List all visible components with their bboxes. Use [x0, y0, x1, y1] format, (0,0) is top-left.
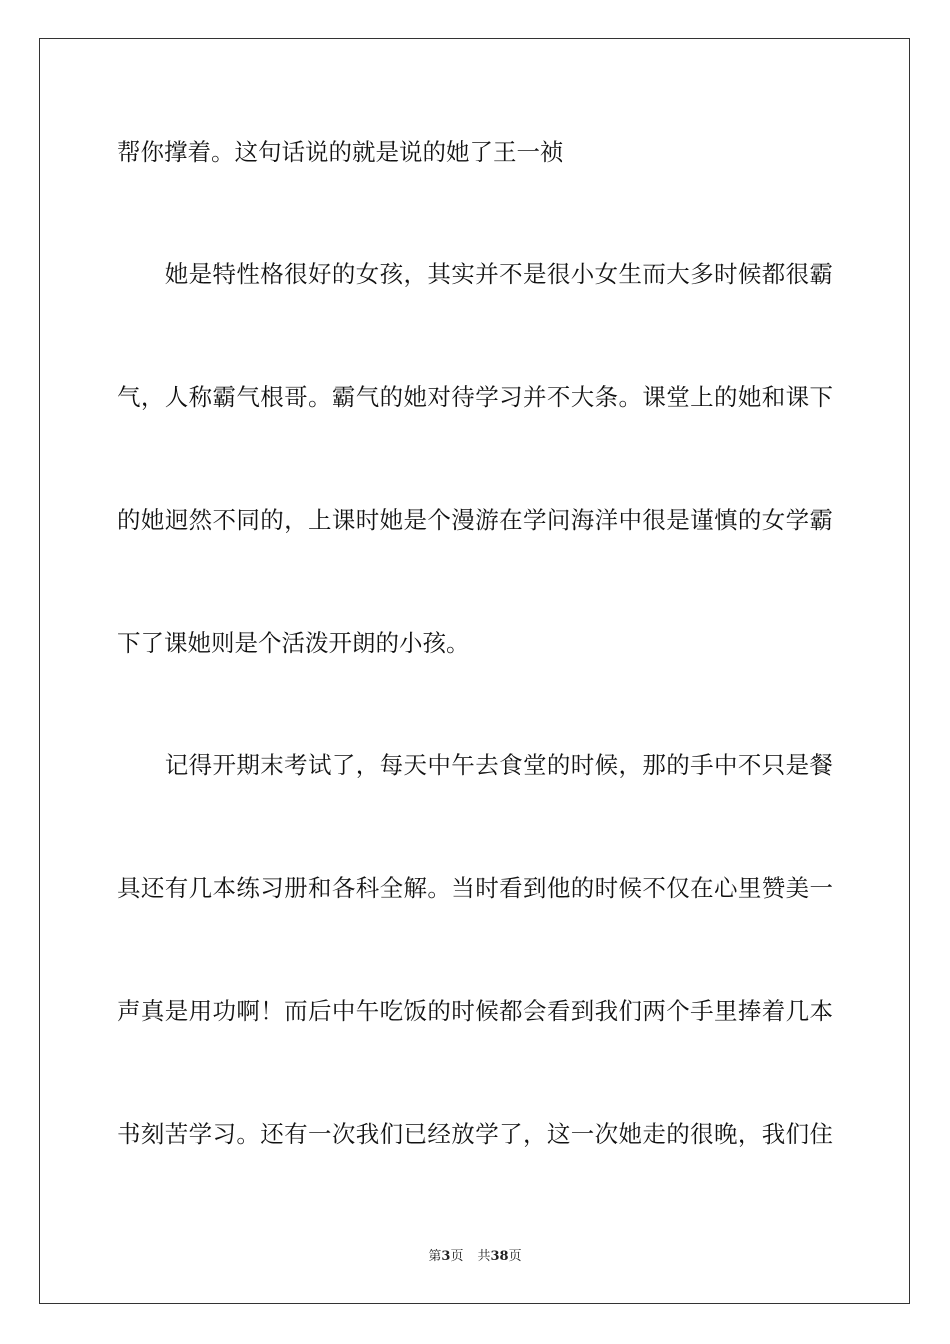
total-prefix: 共: [477, 1249, 491, 1264]
text-line-1: 帮你撑着。这句话说的就是说的她了王一祯: [117, 138, 564, 166]
text-line-3: 气，人称霸气根哥。霸气的她对待学习并不大条。课堂上的她和课下: [117, 383, 833, 411]
page-footer: [0, 1248, 950, 1266]
text-line-8: 声真是用功啊！而后中午吃饭的时候都会看到我们两个手里捧着几本: [117, 997, 833, 1025]
page-prefix: 第: [428, 1249, 442, 1264]
current-page-number: 3: [441, 1249, 451, 1264]
page-suffix: 页: [450, 1249, 464, 1264]
total-page-count: 38: [490, 1249, 509, 1264]
text-line-5: 下了课她则是个活泼开朗的小孩。: [117, 629, 470, 657]
text-line-6: 记得开期末考试了，每天中午去食堂的时候，那的手中不只是餐: [117, 751, 833, 779]
text-line-2: 她是特性格很好的女孩，其实并不是很小女生而大多时候都很霸: [117, 260, 833, 288]
page-border: [39, 38, 910, 1304]
total-suffix: 页: [508, 1249, 522, 1264]
text-line-4: 的她迥然不同的，上课时她是个漫游在学问海洋中很是谨慎的女学霸: [117, 506, 833, 534]
text-line-9: 书刻苦学习。还有一次我们已经放学了，这一次她走的很晚，我们住: [117, 1120, 833, 1148]
text-line-7: 具还有几本练习册和各科全解。当时看到他的时候不仅在心里赞美一: [117, 874, 833, 902]
